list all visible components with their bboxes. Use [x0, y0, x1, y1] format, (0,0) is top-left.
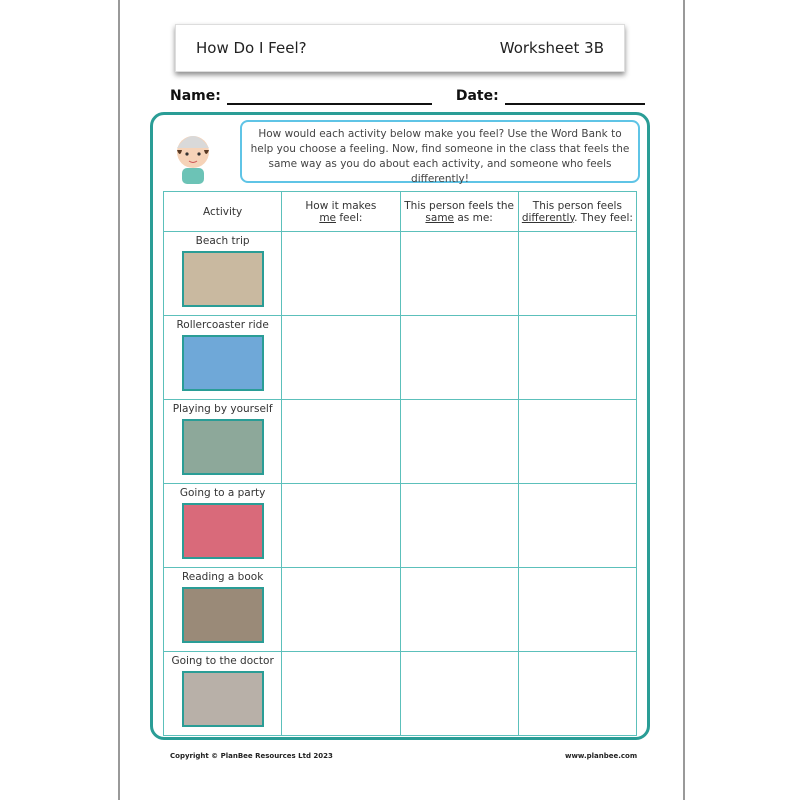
website: www.planbee.com [565, 752, 638, 760]
worksheet-number: Worksheet 3B [499, 39, 604, 57]
name-field[interactable] [227, 88, 432, 105]
activity-photo [182, 335, 264, 391]
different-cell[interactable] [518, 484, 636, 568]
header-me: How it makes me feel: [282, 192, 400, 232]
activity-cell [164, 232, 282, 316]
table-row [164, 652, 637, 736]
me-cell[interactable] [282, 316, 400, 400]
different-cell[interactable] [518, 568, 636, 652]
me-cell[interactable] [282, 484, 400, 568]
activity-photo [182, 419, 264, 475]
me-cell[interactable] [282, 652, 400, 736]
same-cell[interactable] [400, 232, 518, 316]
table-row [164, 484, 637, 568]
same-cell[interactable] [400, 568, 518, 652]
table-header-row [164, 192, 637, 232]
different-cell[interactable] [518, 400, 636, 484]
activity-photo [182, 251, 264, 307]
header-same: This person feels the same as me: [400, 192, 518, 232]
activity-label: Playing by yourself [172, 403, 273, 415]
name-label: Name: [170, 88, 221, 104]
same-cell[interactable] [400, 652, 518, 736]
copyright: Copyright © PlanBee Resources Ltd 2023 [170, 752, 333, 760]
header-activity: Activity [164, 192, 282, 232]
activity-label: Reading a book [181, 571, 264, 583]
activity-photo [182, 671, 264, 727]
activity-label: Going to the doctor [171, 655, 274, 667]
name-date-line [170, 88, 645, 105]
activity-cell [164, 484, 282, 568]
title-box [175, 24, 625, 72]
same-cell[interactable] [400, 316, 518, 400]
activity-photo [182, 587, 264, 643]
different-cell[interactable] [518, 316, 636, 400]
me-cell[interactable] [282, 400, 400, 484]
table-row [164, 400, 637, 484]
activity-photo [182, 503, 264, 559]
activity-label: Rollercoaster ride [176, 319, 269, 331]
feelings-table [163, 191, 637, 736]
table-row [164, 568, 637, 652]
activity-label: Beach trip [195, 235, 250, 247]
child-avatar-icon [168, 122, 218, 184]
date-label: Date: [455, 88, 499, 104]
activity-cell [164, 652, 282, 736]
me-cell[interactable] [282, 232, 400, 316]
same-cell[interactable] [400, 484, 518, 568]
different-cell[interactable] [518, 232, 636, 316]
table-row [164, 232, 637, 316]
me-cell[interactable] [282, 568, 400, 652]
same-cell[interactable] [400, 400, 518, 484]
instructions-bubble: How would each activity below make you feel? Use the Word Bank to help you choose a feeling. Now, find someone in the class that feels the same way as you do about each activity, and someone who feels differently! [240, 120, 640, 183]
table-row [164, 316, 637, 400]
activity-cell [164, 568, 282, 652]
different-cell[interactable] [518, 652, 636, 736]
header-different: This person feels differently. They feel: [518, 192, 636, 232]
worksheet-title: How Do I Feel? [196, 39, 307, 57]
activity-cell [164, 316, 282, 400]
date-field[interactable] [505, 88, 645, 105]
activity-label: Going to a party [179, 487, 266, 499]
activity-cell [164, 400, 282, 484]
